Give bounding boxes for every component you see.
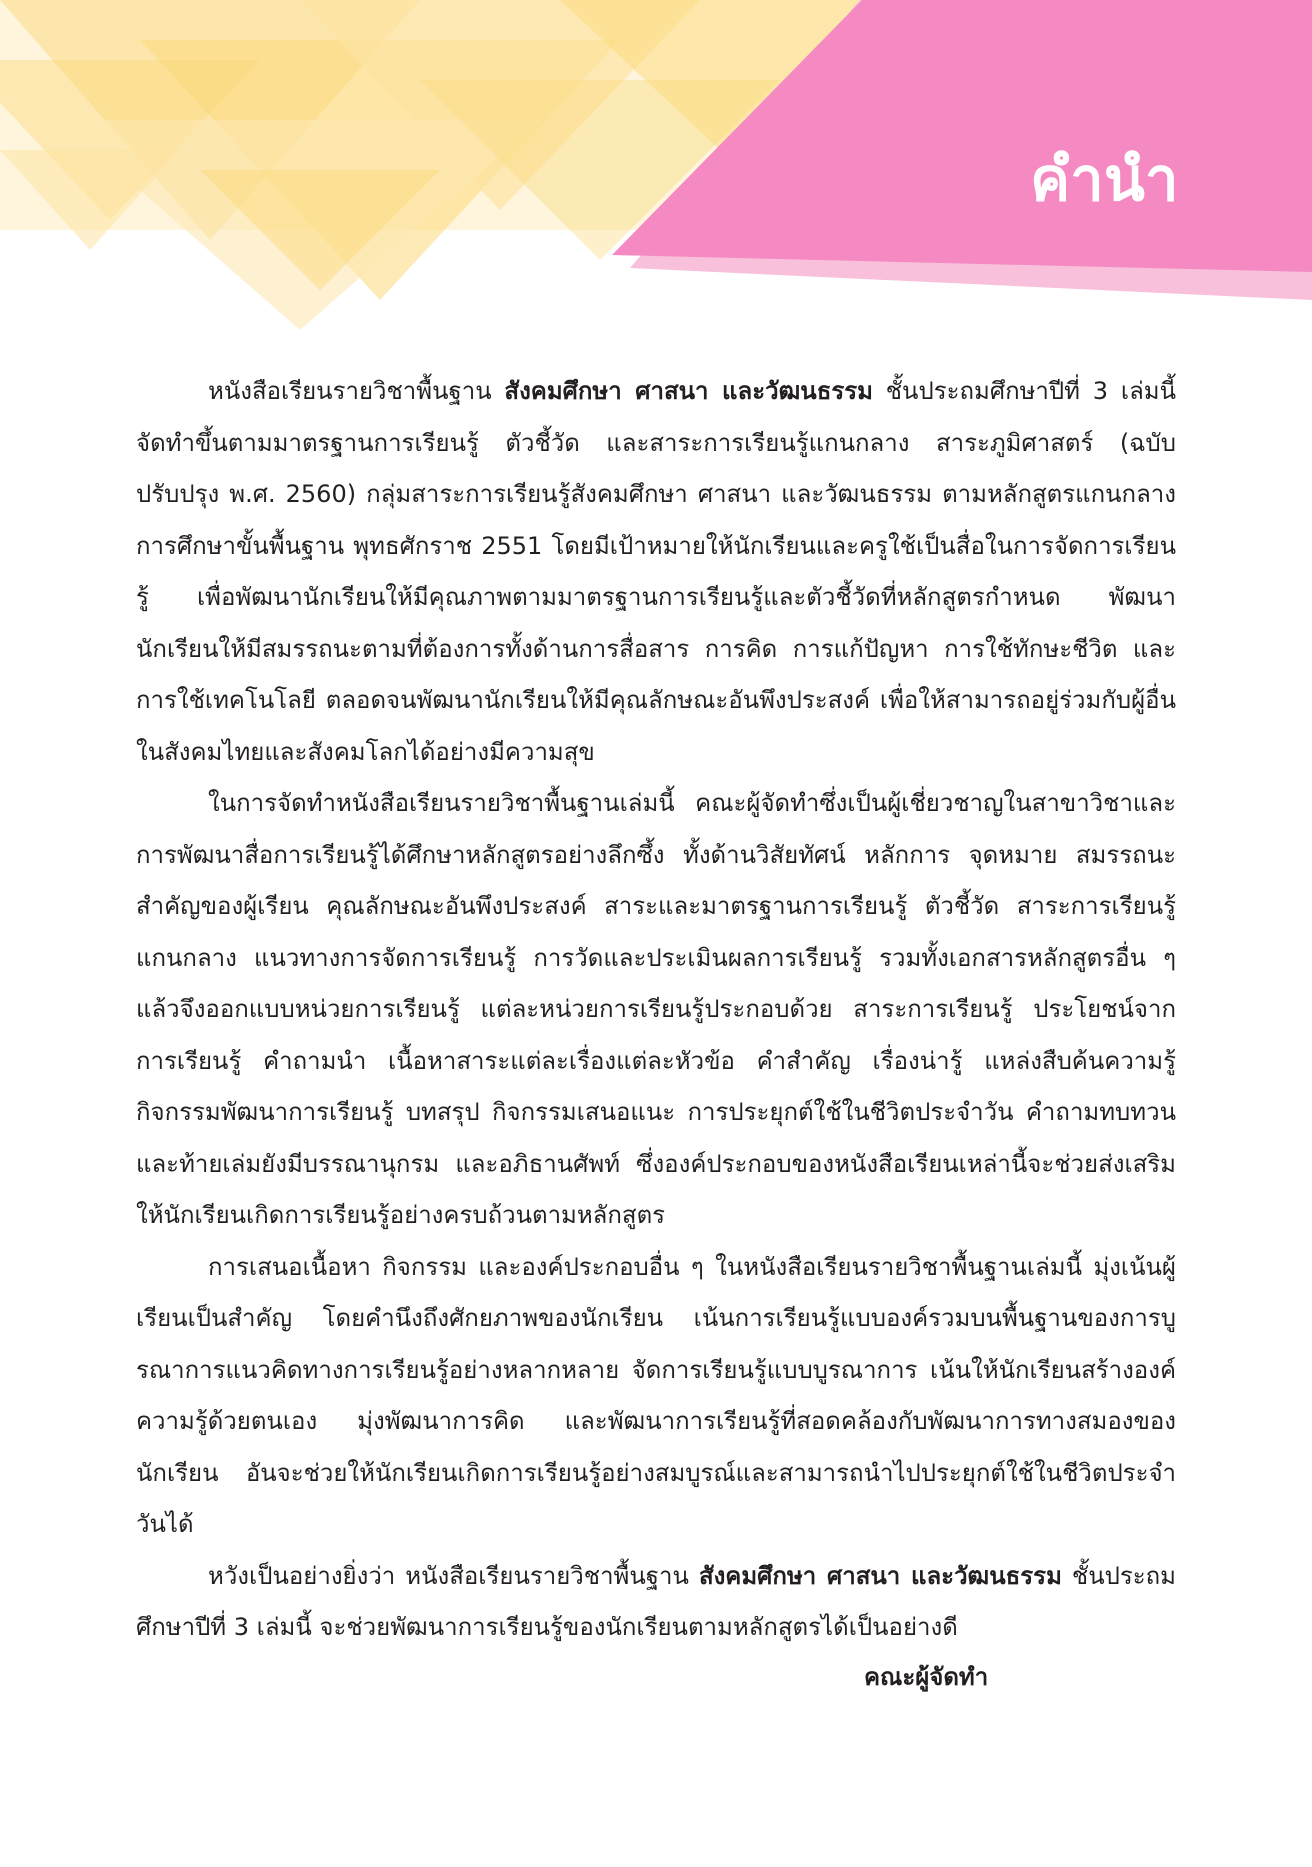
paragraph-2: ในการจัดทำหนังสือเรียนรายวิชาพื้นฐานเล่มนี้ คณะผู้จัดทำซึ่งเป็นผู้เชี่ยวชาญในสาขาวิชาและการพัฒนาสื่อการเรียนรู้ได้ศึกษาหลักสูตรอย่างลึกซึ้ง ทั้งด้านวิสัยทัศน์ หลักการ จุดหมาย สมรรถนะสำคัญของผู้เรียน คุณลักษณะอันพึงประสงค์ สาระและมาตรฐานการเรียนรู้ ตัวชี้วัด สาระการเรียนรู้แกนกลาง แนวทางการจัดการเรียนรู้ การวัดและประเมินผลการเรียนรู้ รวมทั้งเอกสารหลักสูตรอื่น ๆ แล้วจึงออกแบบหน่วยการเรียนรู้ แต่ละหน่วยการเรียนรู้ประกอบด้วย สาระการเรียนรู้ ประโยชน์จากการเรียนรู้ คำถามนำ เนื้อหาสาระแต่ละเรื่องแต่ละหัวข้อ คำสำคัญ เรื่องน่ารู้ แหล่งสืบค้นความรู้ กิจกรรมพัฒนาการเรียนรู้ บทสรุป กิจกรรมเสนอแนะ การประยุกต์ใช้ในชีวิตประจำวัน คำถามทบทวน และท้ายเล่มยังมีบรรณานุกรม และอภิธานศัพท์ ซึ่งองค์ประกอบของหนังสือเรียนเหล่านี้จะช่วยส่งเสริมให้นักเรียนเกิดการเรียนรู้อย่างครบถ้วนตามหลักสูตร bbox=[136, 789, 1176, 1229]
page-title: คำนำ bbox=[1030, 145, 1179, 215]
paragraph-4-lead: หวังเป็นอย่างยิ่งว่า หนังสือเรียนรายวิชาพื้นฐาน bbox=[208, 1561, 699, 1590]
paragraph-1 bbox=[136, 366, 1176, 778]
paragraph-1-rest: ชั้นประถมศึกษาปีที่ 3 เล่มนี้ จัดทำขึ้นตามมาตรฐานการเรียนรู้ ตัวชี้วัด และสาระการเรียนรู้แกนกลาง สาระภูมิศาสตร์ (ฉบับปรับปรุง พ.ศ. 2560) กลุ่มสาระการเรียนรู้สังคมศึกษา ศาสนา และวัฒนธรรม ตามหลักสูตรแกนกลางการศึกษาขั้นพื้นฐาน พุทธศักราช 2551 โดยมีเป้าหมายให้นักเรียนและครูใช้เป็นสื่อในการจัดการเรียนรู้ เพื่อพัฒนานักเรียนให้มีคุณภาพตามมาตรฐานการเรียนรู้และตัวชี้วัดที่หลักสูตรกำหนด พัฒนานักเรียนให้มีสมรรถนะตามที่ต้องการทั้งด้านการสื่อสาร การคิด การแก้ปัญหา การใช้ทักษะชีวิต และการใช้เทคโนโลยี ตลอดจนพัฒนานักเรียนให้มีคุณลักษณะอันพึงประสงค์ เพื่อให้สามารถอยู่ร่วมกับผู้อื่นในสังคมไทยและสังคมโลกได้อย่างมีความสุข bbox=[136, 377, 1176, 766]
paragraph-3: การเสนอเนื้อหา กิจกรรม และองค์ประกอบอื่น ๆ ในหนังสือเรียนรายวิชาพื้นฐานเล่มนี้ มุ่งเน้นผู้เรียนเป็นสำคัญ โดยคำนึงถึงศักยภาพของนักเรียน เน้นการเรียนรู้แบบองค์รวมบนพื้นฐานของการบูรณาการแนวคิดทางการเรียนรู้อย่างหลากหลาย จัดการเรียนรู้แบบบูรณาการ เน้นให้นักเรียนสร้างองค์ความรู้ด้วยตนเอง มุ่งพัฒนาการคิด และพัฒนาการเรียนรู้ที่สอดคล้องกับพัฒนาการทางสมองของนักเรียน อันจะช่วยให้นักเรียนเกิดการเรียนรู้อย่างสมบูรณ์และสามารถนำไปประยุกต์ใช้ในชีวิตประจำวันได้ bbox=[136, 1252, 1176, 1538]
paragraph-4-rest: ชั้นประถมศึกษาปีที่ 3 เล่มนี้ จะช่วยพัฒนาการเรียนรู้ของนักเรียนตามหลักสูตรได้เป็นอย่างดี bbox=[136, 1561, 1176, 1641]
subject-name: สังคมศึกษา ศาสนา และวัฒนธรรม bbox=[698, 1561, 1062, 1590]
subject-name: สังคมศึกษา ศาสนา และวัฒนธรรม bbox=[504, 377, 873, 405]
signature: คณะผู้จัดทำ bbox=[864, 1663, 989, 1691]
paragraph-4 bbox=[136, 1551, 1176, 1654]
paragraph-1-lead: หนังสือเรียนรายวิชาพื้นฐาน bbox=[208, 377, 505, 405]
preface-body bbox=[136, 366, 1176, 1654]
